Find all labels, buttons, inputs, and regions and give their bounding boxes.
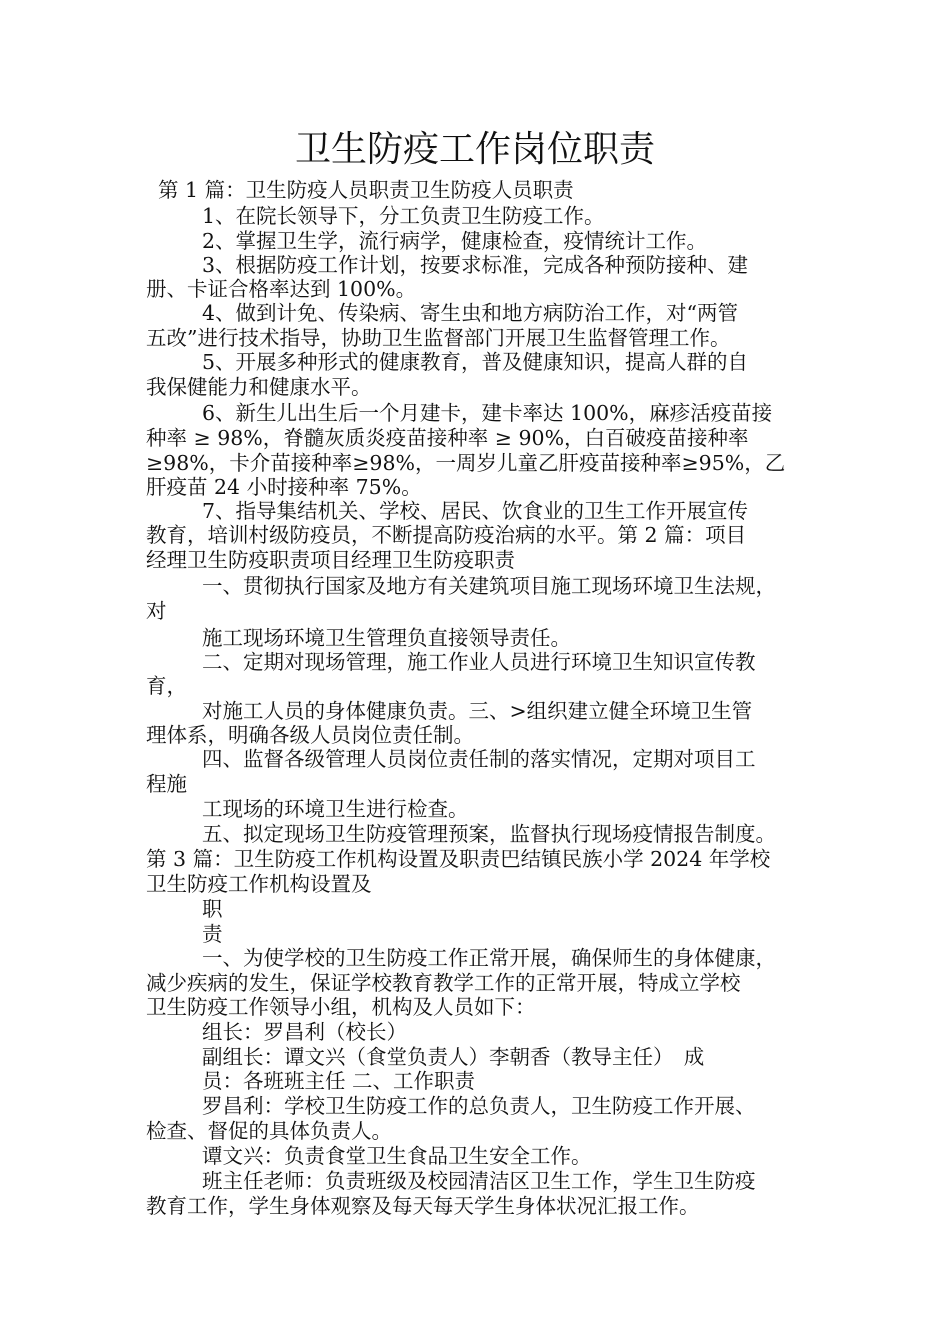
text-line: 程施 xyxy=(146,772,187,796)
text-line: 3、根据防疫工作计划，按要求标准，完成各种预防接种、建 xyxy=(202,253,749,277)
text-line: 4、做到计免、传染病、寄生虫和地方病防治工作，对“两管 xyxy=(202,301,739,325)
text-line: 职 xyxy=(202,897,223,921)
text-line: 施工现场环境卫生管理负直接领导责任。 xyxy=(202,626,571,650)
text-line: 5、开展多种形式的健康教育，普及健康知识，提高人群的自 xyxy=(202,350,749,374)
text-line: 工现场的环境卫生进行检查。 xyxy=(202,797,469,821)
text-line: 卫生防疫工作机构设置及 xyxy=(146,872,372,896)
document-title: 卫生防疫工作岗位职责 xyxy=(294,129,655,170)
text-line: 减少疾病的发生，保证学校教育教学工作的正常开展，特成立学校 xyxy=(146,971,741,995)
text-line: 四、监督各级管理人员岗位责任制的落实情况，定期对项目工 xyxy=(202,747,756,771)
text-line: 育， xyxy=(146,674,187,698)
text-line: 理体系，明确各级人员岗位责任制。 xyxy=(146,723,474,747)
text-line: 第 1 篇：卫生防疫人员职责卫生防疫人员职责 xyxy=(158,178,574,202)
text-line: 第 3 篇：卫生防疫工作机构设置及职责巴结镇民族小学 2024 年学校 xyxy=(146,847,771,871)
text-line: 对 xyxy=(146,599,167,623)
text-line: 五、拟定现场卫生防疫管理预案，监督执行现场疫情报告制度。 xyxy=(202,822,776,846)
text-line: 册、卡证合格率达到 100%。 xyxy=(146,277,417,301)
text-line: 卫生防疫工作领导小组，机构及人员如下： xyxy=(146,995,536,1019)
text-line: 种率 ≥ 98%，脊髓灰质炎疫苗接种率 ≥ 90%，白百破疫苗接种率 xyxy=(146,426,749,450)
text-line: 对施工人员的身体健康负责。三、>组织建立健全环境卫生管 xyxy=(202,699,753,723)
text-line: 副组长：谭文兴（食堂负责人）李朝香（教导主任） 成 xyxy=(202,1045,705,1069)
text-line: 7、指导集结机关、学校、居民、饮食业的卫生工作开展宣传 xyxy=(202,499,749,523)
text-line: 谭文兴：负责食堂卫生食品卫生安全工作。 xyxy=(202,1144,592,1168)
text-line: 五改”进行技术指导，协助卫生监督部门开展卫生监督管理工作。 xyxy=(146,326,731,350)
text-line: 我保健能力和健康水平。 xyxy=(146,375,372,399)
text-line: 肝疫苗 24 小时接种率 75%。 xyxy=(146,475,422,499)
text-line: 6、新生儿出生后一个月建卡，建卡率达 100%，麻疹活疫苗接 xyxy=(202,401,773,425)
text-line: 责 xyxy=(202,922,223,946)
text-line: 教育工作，学生身体观察及每天每天学生身体状况汇报工作。 xyxy=(146,1194,700,1218)
text-line: 一、贯彻执行国家及地方有关建筑项目施工现场环境卫生法规， xyxy=(202,574,776,598)
text-line: 员：各班班主任 二、工作职责 xyxy=(202,1069,476,1093)
text-line: 教育，培训村级防疫员，不断提高防疫治病的水平。第 2 篇：项目 xyxy=(146,523,747,547)
text-line: 组长：罗昌利（校长） xyxy=(202,1020,407,1044)
text-line: 经理卫生防疫职责项目经理卫生防疫职责 xyxy=(146,548,515,572)
text-line: 罗昌利：学校卫生防疫工作的总负责人，卫生防疫工作开展、 xyxy=(202,1094,756,1118)
text-line: 1、在院长领导下，分工负责卫生防疫工作。 xyxy=(202,204,605,228)
text-line: 二、定期对现场管理，施工作业人员进行环境卫生知识宣传教 xyxy=(202,650,756,674)
text-line: 班主任老师：负责班级及校园清洁区卫生工作，学生卫生防疫 xyxy=(202,1169,756,1193)
text-line: 一、为使学校的卫生防疫工作正常开展，确保师生的身体健康， xyxy=(202,946,776,970)
text-line: ≥98%，卡介苗接种率≥98%，一周岁儿童乙肝疫苗接种率≥95%，乙 xyxy=(146,451,786,475)
text-line: 2、掌握卫生学，流行病学，健康检查，疫情统计工作。 xyxy=(202,229,708,253)
text-line: 检查、督促的具体负责人。 xyxy=(146,1119,392,1143)
